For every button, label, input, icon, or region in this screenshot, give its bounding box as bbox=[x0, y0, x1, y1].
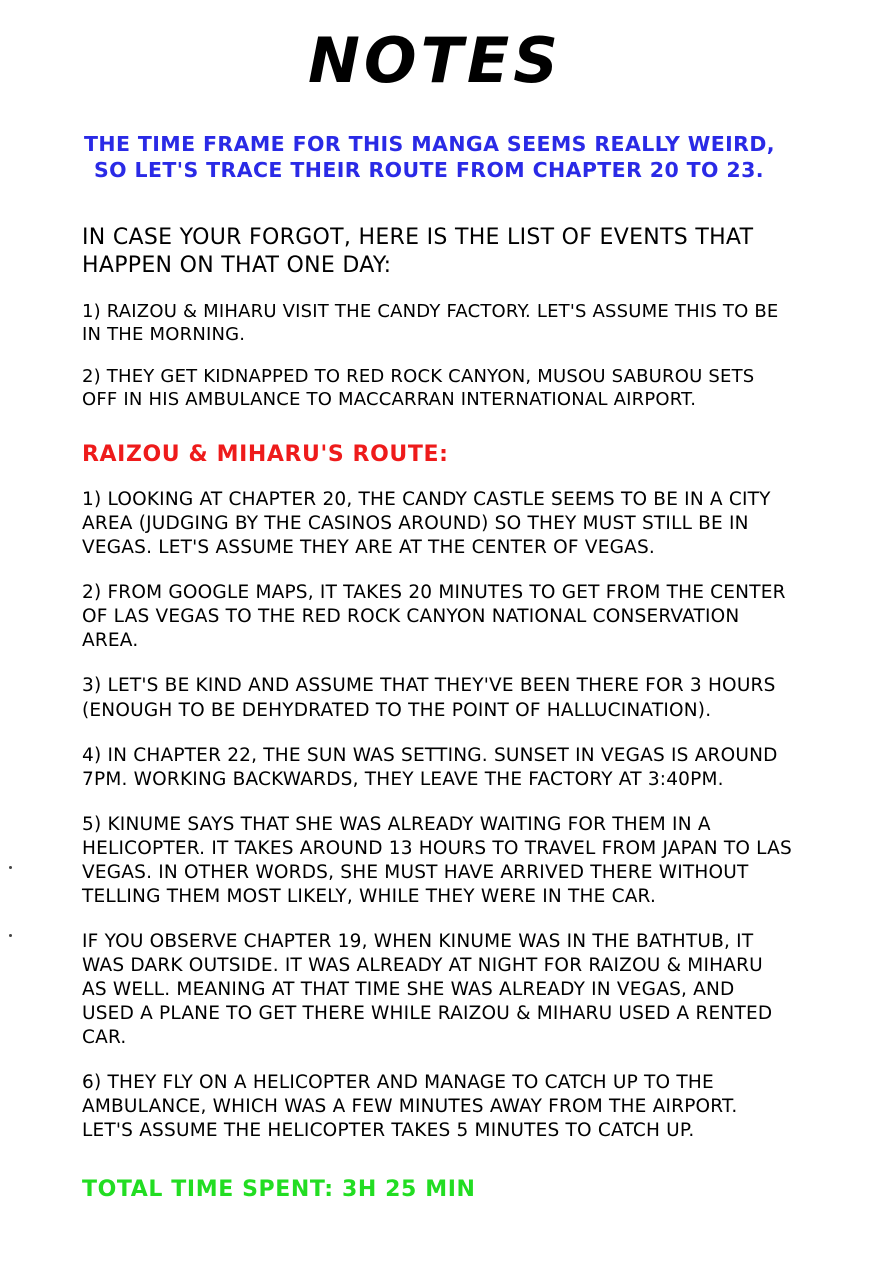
page-title: NOTES bbox=[308, 24, 562, 97]
route-item-5: 5) KINUME SAYS THAT SHE WAS ALREADY WAITING FOR THEM IN A HELICOPTER. IT TAKES AROUND 13 HOURS TO TRAVEL FROM JAPAN TO LAS VEGAS. IN OTHER WORDS, SHE MUST HAVE ARRIVED THERE WITHOUT TELLING THEM MOST LIKELY, WHILE THEY WERE IN THE CAR. bbox=[82, 813, 792, 907]
route-item-2: 2) FROM GOOGLE MAPS, IT TAKES 20 MINUTES TO GET FROM THE CENTER OF LAS VEGAS TO THE RED ROCK CANYON NATIONAL CONSERVATION AREA. bbox=[82, 582, 786, 652]
intro-line-2: SO LET'S TRACE THEIR ROUTE FROM CHAPTER 20 TO 23. bbox=[94, 158, 764, 183]
total-time-spent: TOTAL TIME SPENT: 3H 25 MIN bbox=[82, 1177, 476, 1203]
route-item-4: 4) IN CHAPTER 22, THE SUN WAS SETTING. SUNSET IN VEGAS IS AROUND 7PM. WORKING BACKWARDS, THEY LEAVE THE FACTORY AT 3:40PM. bbox=[82, 744, 778, 790]
section-heading-route: RAIZOU & MIHARU'S ROUTE: bbox=[82, 442, 449, 468]
route-item-6: 6) THEY FLY ON A HELICOPTER AND MANAGE TO CATCH UP TO THE AMBULANCE, WHICH WAS A FEW MINUTES AWAY FROM THE AIRPORT. LET'S ASSUME THE HELICOPTER TAKES 5 MINUTES TO CATCH UP. bbox=[82, 1072, 738, 1142]
intro-line-1: THE TIME FRAME FOR THIS MANGA SEEMS REALLY WEIRD, bbox=[84, 132, 775, 157]
route-note-chapter-19: IF YOU OBSERVE CHAPTER 19, WHEN KINUME WAS IN THE BATHTUB, IT WAS DARK OUTSIDE. IT WAS ALREADY AT NIGHT FOR RAIZOU & MIHARU AS WELL. MEANING AT THAT TIME SHE WAS ALREADY IN VEGAS, AND USED A PLANE TO GET THERE WHILE RAIZOU & MIHARU USED A RENTED CAR. bbox=[82, 930, 773, 1049]
lead-paragraph: IN CASE YOUR FORGOT, HERE IS THE LIST OF EVENTS THAT HAPPEN ON THAT ONE DAY: bbox=[82, 224, 754, 279]
notes-page bbox=[0, 24, 870, 1277]
intro-block bbox=[82, 131, 792, 183]
margin-speck-lower bbox=[9, 934, 12, 937]
margin-speck-upper bbox=[9, 866, 12, 869]
route-item-3: 3) LET'S BE KIND AND ASSUME THAT THEY'VE BEEN THERE FOR 3 HOURS (ENOUGH TO BE DEHYDRATED TO THE POINT OF HALLUCINATION). bbox=[82, 675, 776, 721]
route-item-1: 1) LOOKING AT CHAPTER 20, THE CANDY CASTLE SEEMS TO BE IN A CITY AREA (JUDGING BY THE CASINOS AROUND) SO THEY MUST STILL BE IN VEGAS. LET'S ASSUME THEY ARE AT THE CENTER OF VEGAS. bbox=[82, 489, 771, 559]
event-item-1: 1) RAIZOU & MIHARU VISIT THE CANDY FACTORY. LET'S ASSUME THIS TO BE IN THE MORNING. bbox=[82, 300, 779, 345]
event-item-2: 2) THEY GET KIDNAPPED TO RED ROCK CANYON, MUSOU SABUROU SETS OFF IN HIS AMBULANCE TO MACCARRAN INTERNATIONAL AIRPORT. bbox=[82, 366, 755, 411]
notes-content bbox=[0, 131, 870, 1202]
